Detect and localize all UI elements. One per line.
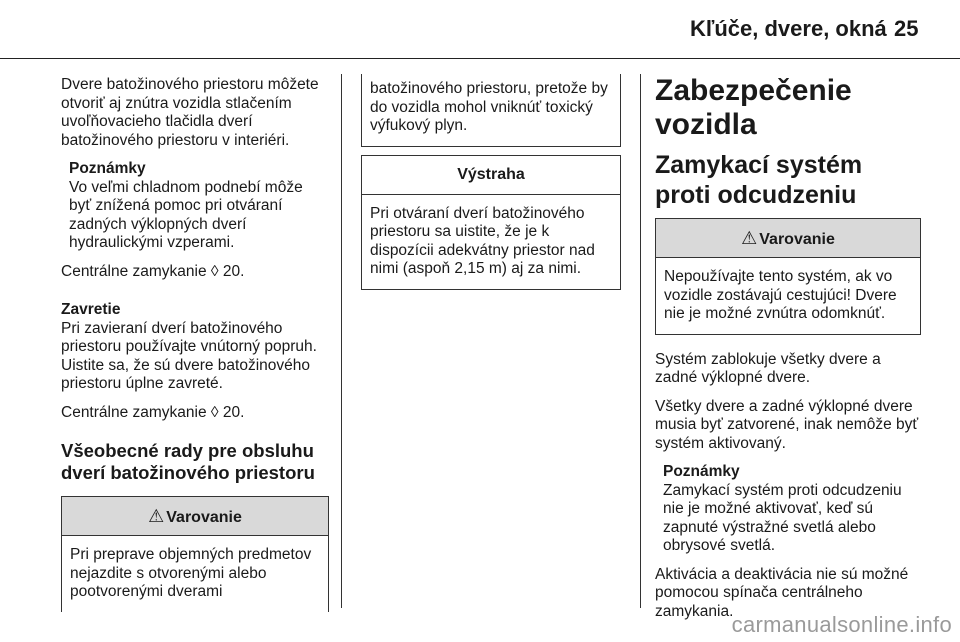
warning-text: Pri preprave objemných predmetov nejazdite s otvorenými alebo pootvorenými dverami bbox=[70, 546, 312, 600]
warning-header-2 bbox=[656, 219, 920, 258]
warning-triangle-icon: ⚠ bbox=[741, 228, 758, 248]
warning-triangle-icon: ⚠ bbox=[148, 506, 165, 526]
warning-box-continued bbox=[361, 74, 621, 147]
column-2 bbox=[361, 74, 621, 290]
caution-text: Pri otváraní dverí batožinového priestoru sa uistite, že je k dispozícii adekvátny priestor nad nimi (aspoň 2,15 m) aj za nimi. bbox=[370, 204, 595, 277]
column-1 bbox=[61, 76, 329, 612]
note-block bbox=[61, 160, 329, 253]
paragraph-3: Aktivácia a deaktivácia nie sú možné pomocou spínača centrálneho zamykania. bbox=[655, 565, 909, 620]
header-divider bbox=[0, 58, 960, 59]
intro-paragraph: Dvere batožinového priestoru môžete otvoriť aj znútra vozidla stlačením uvoľňovacieho tlačidla dverí batožinového priestoru v interiéri. bbox=[61, 76, 319, 149]
sub-title: Zamykací systém proti odcudzeniu bbox=[655, 151, 863, 209]
closing-paragraph: Pri zavieraní dverí batožinového priestoru používajte vnútorný popruh. Uistite sa, že sú dvere batožinového priestoru úplne zavreté. bbox=[61, 319, 317, 392]
note-text-2: Zamykací systém proti odcudzeniu nie je možné aktivovať, keď sú zapnuté výstražné svetlá alebo obrysové svetlá. bbox=[663, 481, 902, 554]
caution-box bbox=[361, 155, 621, 290]
caution-header: Výstraha bbox=[362, 156, 620, 195]
note-block-2 bbox=[655, 463, 921, 556]
page-number: 25 bbox=[894, 16, 919, 41]
main-title: Zabezpečenie vozidla bbox=[655, 74, 852, 141]
column-divider-2 bbox=[640, 74, 641, 608]
warning-box-2 bbox=[655, 218, 921, 335]
paragraph-2: Všetky dvere a zadné výklopné dvere musia byť zatvorené, inak nemôže byť systém aktivovaný. bbox=[655, 397, 919, 452]
warning-text-2: Nepoužívajte tento systém, ak vo vozidle zostávajú cestujúci! Dvere nie je možné zvnútra odomknúť. bbox=[664, 268, 897, 322]
warning-label: Varovanie bbox=[166, 509, 242, 526]
reference-central-locking: Centrálne zamykanie ◊ 20. bbox=[61, 262, 245, 280]
column-divider-1 bbox=[341, 74, 342, 608]
section-heading: Všeobecné rady pre obsluhu dverí batožinového priestoru bbox=[61, 440, 315, 483]
warning-header bbox=[62, 497, 328, 536]
note-title-2: Poznámky bbox=[663, 463, 740, 480]
warning-box bbox=[61, 496, 329, 612]
paragraph-1: Systém zablokuje všetky dvere a zadné výklopné dvere. bbox=[655, 350, 881, 386]
closing-heading: Zavretie bbox=[61, 301, 121, 318]
warning-continued-text: batožinového priestoru, pretože by do vozidla mohol vniknúť toxický výfukový plyn. bbox=[370, 80, 608, 134]
header-title: Kľúče, dvere, okná bbox=[690, 16, 887, 41]
watermark: carmanualsonline.info bbox=[731, 612, 952, 637]
warning-label-2: Varovanie bbox=[759, 231, 835, 248]
note-text: Vo veľmi chladnom podnebí môže byť znížená pomoc pri otváraní zadných výklopných dverí hydraulickými vzperami. bbox=[69, 178, 303, 251]
note-title: Poznámky bbox=[69, 160, 146, 177]
column-3 bbox=[655, 74, 921, 631]
reference-central-locking-2: Centrálne zamykanie ◊ 20. bbox=[61, 403, 245, 421]
